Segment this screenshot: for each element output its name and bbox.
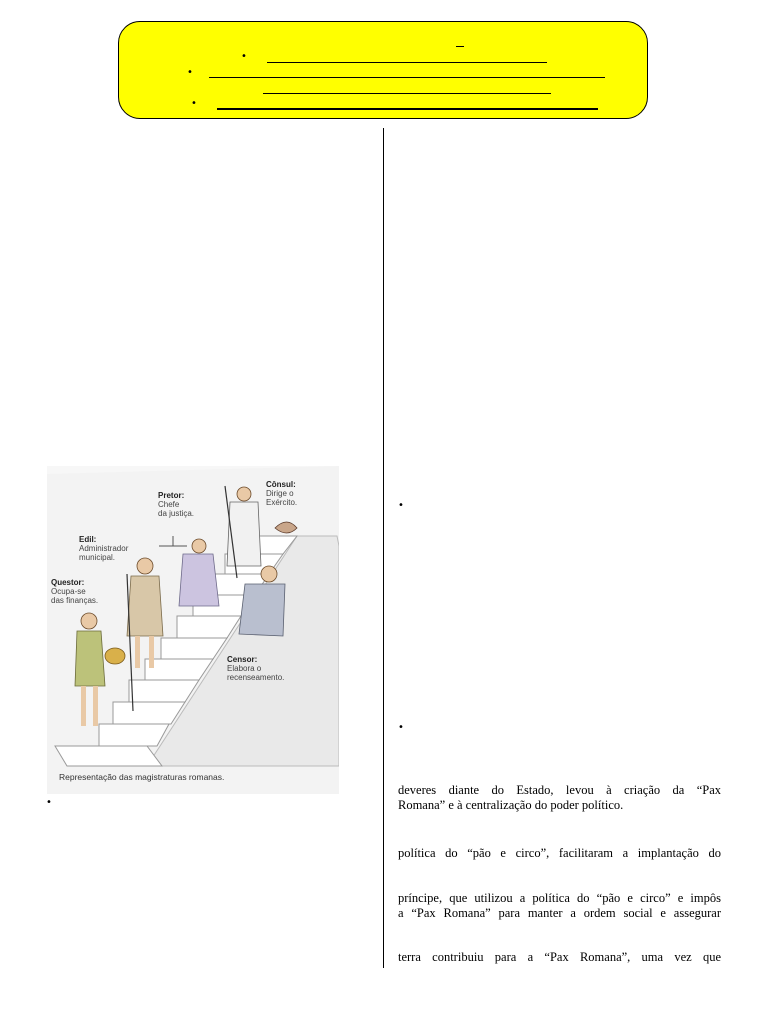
blank-line-3 [263,93,551,94]
consul-desc-2: Exército. [266,498,298,507]
pretor-desc-2: da justiça. [158,509,195,518]
right-bullet-2: • [398,722,404,733]
paragraph-1 [398,783,721,812]
questor-desc-1: Ocupa-se [51,587,86,596]
blank-line-4 [217,108,598,110]
column-divider [383,128,384,968]
paragraph-1-line-2: Romana” e à centralização do poder político. [398,797,624,812]
consul-label [266,480,297,507]
figure-caption: Representação das magistraturas romanas. [59,772,225,782]
left-bullet: • [46,797,52,808]
pretor-label [158,491,194,518]
header-dash [456,46,464,47]
censor-desc-1: Elabora o [227,664,262,673]
magistracies-illustration [47,466,339,794]
blank-line-2 [209,77,605,78]
censor-desc-2: recenseamento. [227,673,285,682]
pretor-title: Pretor: [158,491,185,500]
header-box [118,21,648,119]
censor-label [227,655,284,682]
questor-title: Questor: [51,578,85,587]
edil-title: Edil: [79,535,97,544]
edil-label [79,535,128,562]
header-bullet-3: • [191,98,197,109]
header-bullet-1: • [241,51,247,62]
paragraph-1-line-1: deveres diante do Estado, levou à criação da “Pax [398,783,721,797]
edil-desc-1: Administrador [79,544,129,553]
paragraph-4 [398,950,721,965]
censor-title: Censor: [227,655,258,664]
questor-label [51,578,98,605]
edil-desc-2: municipal. [79,553,116,562]
paragraph-2-line-1: política do “pão e circo”, facilitaram a implantação do [398,846,721,860]
consul-title: Cônsul: [266,480,296,489]
header-bullet-2: • [187,67,193,78]
paragraph-3-line-2: a “Pax Romana” para manter a ordem social e assegurar [398,905,721,920]
paragraph-2 [398,846,721,861]
paragraph-4-line-1: terra contribuiu para a “Pax Romana”, uma vez que [398,950,721,964]
blank-line-1 [267,62,547,63]
pretor-desc-1: Chefe [158,500,180,509]
paragraph-3-line-1: príncipe, que utilizou a política do “pão e circo” e impôs [398,891,721,905]
right-bullet-1: • [398,500,404,511]
questor-desc-2: das finanças. [51,596,99,605]
paragraph-3 [398,891,721,920]
consul-desc-1: Dirige o [266,489,294,498]
